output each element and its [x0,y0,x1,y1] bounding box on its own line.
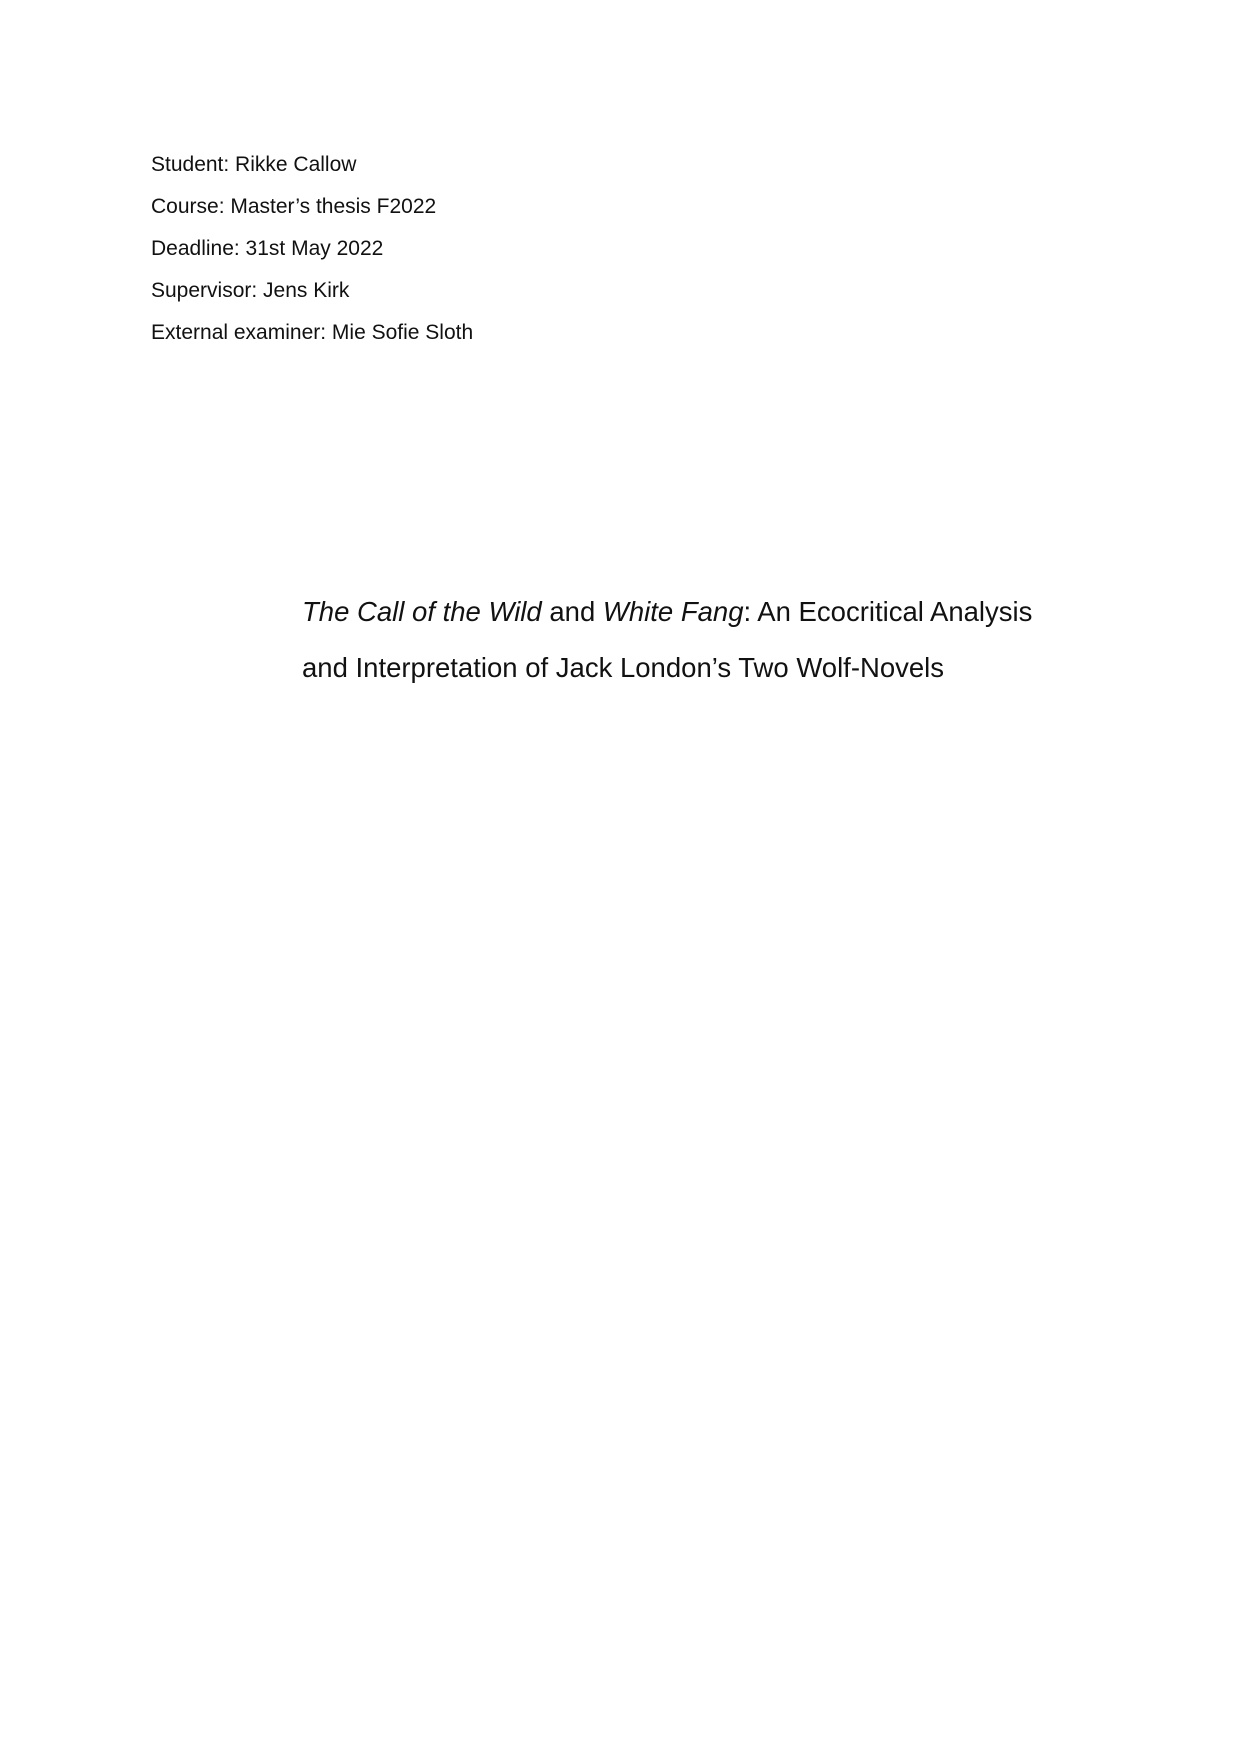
supervisor-line: Supervisor: Jens Kirk [151,279,350,302]
thesis-title [302,592,1032,704]
title-subtitle: : An Ecocritical Analysis [743,596,1033,627]
title-line-2: and Interpretation of Jack London’s Two Wolf-Novels [302,652,945,683]
thesis-metadata [151,150,473,360]
deadline-line: Deadline: 31st May 2022 [151,237,384,260]
title-conjunction: and [541,596,603,627]
course-line: Course: Master’s thesis F2022 [151,195,437,218]
examiner-line: External examiner: Mie Sofie Sloth [151,321,474,344]
title-work-1: The Call of the Wild [302,596,542,627]
title-work-2: White Fang [602,596,744,627]
title-line-1 [302,592,1032,648]
student-line: Student: Rikke Callow [151,153,357,176]
